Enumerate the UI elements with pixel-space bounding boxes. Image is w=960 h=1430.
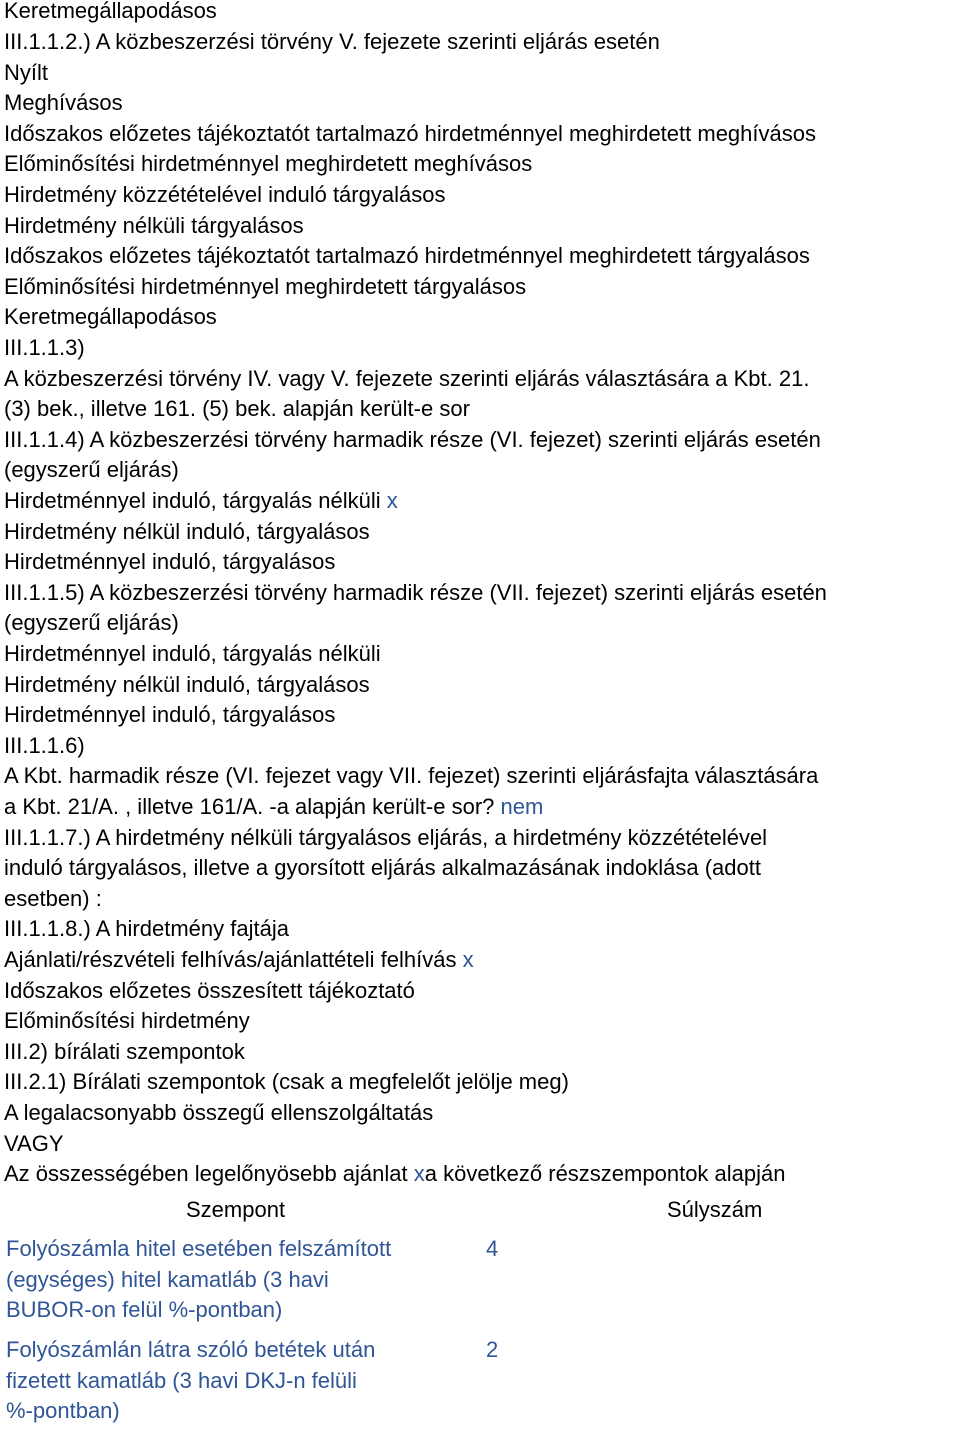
option-line: Keretmegállapodásos — [4, 304, 217, 329]
section-heading: III.2) bírálati szempontok — [4, 1039, 245, 1064]
text-line: VAGY — [4, 1131, 64, 1156]
option-line: Időszakos előzetes tájékoztatót tartalmazó hirdetménnyel meghirdetett meghívásos — [4, 121, 816, 146]
option-line: Nyílt — [4, 60, 48, 85]
section-heading: III.1.1.7.) A hirdetmény nélküli tárgyalásos eljárás, a hirdetmény közzétételével — [4, 825, 768, 850]
selected-mark: x — [413, 1161, 425, 1186]
option-line: Hirdetménnyel induló, tárgyalásos — [4, 549, 336, 574]
option-line: Meghívásos — [4, 90, 123, 115]
option-label: Hirdetménnyel induló, tárgyalás nélküli — [4, 488, 387, 513]
option-line: Hirdetmény nélkül induló, tárgyalásos — [4, 519, 370, 544]
text-line: induló tárgyalásos, illetve a gyorsított eljárás alkalmazásának indoklása (adott — [4, 855, 761, 880]
option-line: Időszakos előzetes tájékoztatót tartalmazó hirdetménnyel meghirdetett tárgyalásos — [4, 243, 810, 268]
answer-value: nem — [500, 794, 544, 819]
text-line: A közbeszerzési törvény IV. vagy V. fejezete szerinti eljárás választására a Kbt. 21. — [4, 366, 810, 391]
option-line: Hirdetmény nélkül induló, tárgyalásos — [4, 672, 370, 697]
selected-mark: x — [462, 947, 474, 972]
option-label-suffix: a következő részszempontok alapján — [424, 1161, 786, 1186]
weight-cell: 2 — [486, 1337, 499, 1362]
text-line: (3) bek., illetve 161. (5) bek. alapján került-e sor — [4, 396, 470, 421]
option-label: Ajánlati/részvételi felhívás/ajánlattételi felhívás — [4, 947, 463, 972]
option-line: Hirdetmény közzétételével induló tárgyalásos — [4, 182, 446, 207]
section-heading: III.1.1.8.) A hirdetmény fajtája — [4, 916, 289, 941]
section-heading: III.1.1.6) — [4, 733, 85, 758]
text-line: A Kbt. harmadik része (VI. fejezet vagy VII. fejezet) szerinti eljárásfajta választására — [4, 763, 819, 788]
option-line — [4, 945, 474, 975]
question-text: a Kbt. 21/A. , illetve 161/A. -a alapján került-e sor? — [4, 794, 501, 819]
option-line: Előminősítési hirdetmény — [4, 1008, 250, 1033]
criterion-cell: Folyószámlán látra szóló betétek után fizetett kamatláb (3 havi DKJ-n felüli %-pontban) — [6, 1337, 376, 1423]
weight-cell: 4 — [486, 1236, 499, 1261]
column-header-criterion: Szempont — [186, 1197, 286, 1222]
option-line: A legalacsonyabb összegű ellenszolgáltatás — [4, 1100, 434, 1125]
option-line: Hirdetmény nélküli tárgyalásos — [4, 213, 304, 238]
text-line: esetben) : — [4, 886, 102, 911]
section-heading: III.1.1.2.) A közbeszerzési törvény V. fejezete szerinti eljárás esetén — [4, 29, 660, 54]
text-line — [4, 792, 543, 822]
option-line: Előminősítési hirdetménnyel meghirdetett meghívásos — [4, 151, 533, 176]
section-heading: III.1.1.5) A közbeszerzési törvény harmadik része (VII. fejezet) szerinti eljárás esetén — [4, 580, 827, 605]
option-line: Hirdetménnyel induló, tárgyalásos — [4, 702, 336, 727]
section-heading: III.2.1) Bírálati szempontok (csak a megfelelőt jelölje meg) — [4, 1069, 569, 1094]
section-heading: III.1.1.3) — [4, 335, 85, 360]
column-header-weight: Súlyszám — [667, 1197, 763, 1222]
text-line: Keretmegállapodásos — [4, 0, 217, 23]
selected-mark: x — [386, 488, 398, 513]
text-line: (egyszerű eljárás) — [4, 457, 179, 482]
text-line: (egyszerű eljárás) — [4, 610, 179, 635]
option-line — [4, 1159, 786, 1189]
option-line — [4, 486, 398, 516]
option-line: Időszakos előzetes összesített tájékoztató — [4, 978, 415, 1003]
section-heading: III.1.1.4) A közbeszerzési törvény harmadik része (VI. fejezet) szerinti eljárás esetén — [4, 427, 821, 452]
option-line: Hirdetménnyel induló, tárgyalás nélküli — [4, 641, 381, 666]
option-line: Előminősítési hirdetménnyel meghirdetett tárgyalásos — [4, 274, 527, 299]
criterion-cell: Folyószámla hitel esetében felszámított (egységes) hitel kamatláb (3 havi BUBOR-on felül %-pontban) — [6, 1236, 392, 1322]
option-label: Az összességében legelőnyösebb ajánlat — [4, 1161, 414, 1186]
